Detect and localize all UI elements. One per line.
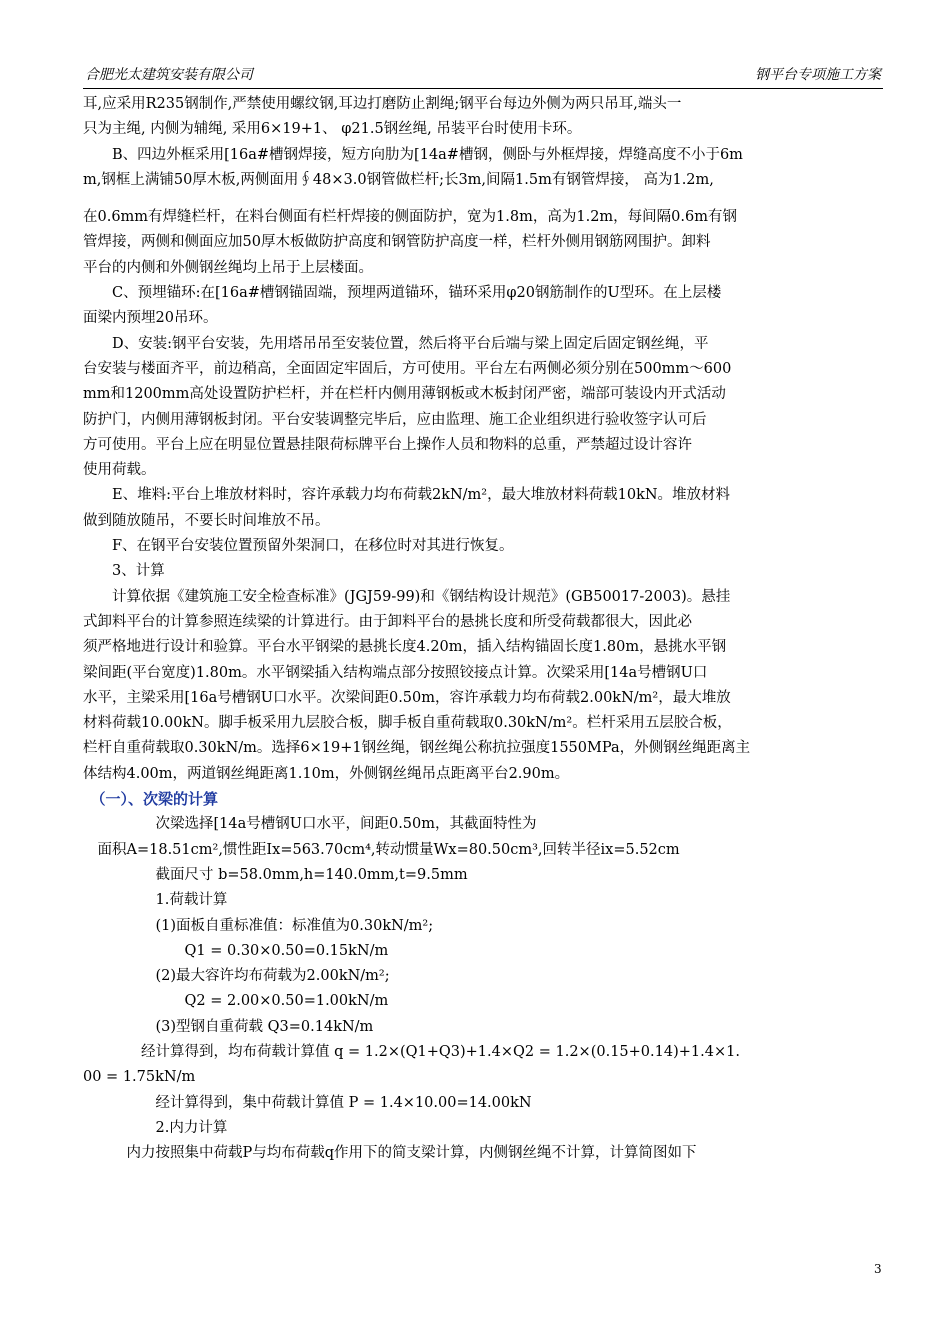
text-line: Q1 = 0.30×0.50=0.15kN/m — [83, 942, 389, 959]
text-line: 使用荷载。 — [83, 462, 156, 479]
text-line: 2.内力计算 — [83, 1119, 228, 1136]
text-line: (1)面板自重标准值：标准值为0.30kN/m²; — [83, 917, 434, 934]
text-line: 计算依据《建筑施工安全检查标准》(JGJ59-99)和《钢结构设计规范》(GB50017-2003)。悬挂 — [83, 588, 731, 605]
text-line: 水平，主梁采用[16a号槽钢U口水平。次梁间距0.50m，容许承载力均布荷载2.00kN/m²，最大堆放 — [83, 689, 731, 706]
text-line: 面梁内预埋20吊环。 — [83, 310, 218, 327]
text-line: Q2 = 2.00×0.50=1.00kN/m — [83, 993, 389, 1010]
page-number: 3 — [874, 1262, 882, 1276]
text-line: 经计算得到，均布荷载计算值 q = 1.2×(Q1+Q3)+1.4×Q2 = 1.2×(0.15+0.14)+1.4×1. — [83, 1043, 740, 1060]
text-line: 台安装与楼面齐平，前边稍高，全面固定牢固后，方可使用。平台左右两侧必须分别在500mm～600 — [83, 360, 732, 377]
header-company: 合肥光太建筑安装有限公司 — [85, 67, 253, 83]
text-line: 00 = 1.75kN/m — [83, 1069, 196, 1086]
text-line: 1.荷载计算 — [83, 892, 228, 909]
text-line: 次梁选择[14a号槽钢U口水平，间距0.50m，其截面特性为 — [83, 816, 537, 833]
document-body — [83, 92, 883, 1166]
text-line: 防护门，内侧用薄钢板封闭。平台安装调整完毕后，应由监理、施工企业组织进行验收签字认可后 — [83, 411, 707, 428]
section-heading: （一）、次梁的计算 — [83, 790, 219, 809]
page-header — [83, 62, 883, 89]
text-line: D、安装:钢平台安装，先用塔吊吊至安装位置，然后将平台后端与梁上固定后固定钢丝绳，平 — [83, 335, 709, 352]
text-line: 面积A=18.51cm²,惯性距Ix=563.70cm⁴,转动惯量Wx=80.50cm³,回转半径ix=5.52cm — [83, 841, 680, 858]
text-line: 做到随放随吊，不要长时间堆放不吊。 — [83, 512, 330, 529]
text-line: 3、计算 — [83, 563, 165, 580]
text-line: 须严格地进行设计和验算。平台水平钢梁的悬挑长度4.20m，插入结构锚固长度1.80m，悬挑水平钢 — [83, 639, 727, 656]
text-line: B、四边外框采用[16a#槽钢焊接，短方向肋为[14a#槽钢，侧卧与外框焊接，焊缝高度不小于6m — [83, 146, 743, 163]
text-line: 在0.6mm有焊缝栏杆，在料台侧面有栏杆焊接的侧面防护，宽为1.8m，高为1.2m，每间隔0.6m有钢 — [83, 209, 737, 226]
text-line: 栏杆自重荷载取0.30kN/m。选择6×19+1钢丝绳，钢丝绳公称抗拉强度1550MPa，外侧钢丝绳距离主 — [83, 740, 751, 757]
text-line: 只为主绳, 内侧为辅绳, 采用6×19+1、 φ21.5钢丝绳, 吊装平台时使用卡环。 — [83, 121, 582, 138]
text-line: mm和1200mm高处设置防护栏杆，并在栏杆内侧用薄钢板或木板封闭严密，端部可装设内开式活动 — [83, 386, 726, 403]
text-line: 管焊接，两侧和侧面应加50厚木板做防护高度和钢管防护高度一样，栏杆外侧用钢筋网围护。卸料 — [83, 234, 711, 251]
text-line: 截面尺寸 b=58.0mm,h=140.0mm,t=9.5mm — [83, 866, 468, 883]
text-line: F、在钢平台安装位置预留外架洞口，在移位时对其进行恢复。 — [83, 538, 514, 555]
text-line: 体结构4.00m，两道钢丝绳距离1.10m，外侧钢丝绳吊点距离平台2.90m。 — [83, 765, 570, 782]
text-line: 方可使用。平台上应在明显位置悬挂限荷标牌平台上操作人员和物料的总重，严禁超过设计容许 — [83, 436, 692, 453]
text-line: 材料荷载10.00kN。脚手板采用九层胶合板，脚手板自重荷载取0.30kN/m²。栏杆采用五层胶合板， — [83, 715, 732, 732]
text-line: 式卸料平台的计算参照连续梁的计算进行。由于卸料平台的悬挑长度和所受荷载都很大，因此必 — [83, 613, 692, 630]
text-line: 梁间距(平台宽度)1.80m。水平钢梁插入结构端点部分按照铰接点计算。次梁采用[14a号槽钢U口 — [83, 664, 708, 681]
header-doc-title: 钢平台专项施工方案 — [755, 67, 881, 83]
text-line: 平台的内侧和外侧钢丝绳均上吊于上层楼面。 — [83, 259, 373, 276]
text-line: (3)型钢自重荷载 Q3=0.14kN/m — [83, 1018, 374, 1035]
text-line: 耳,应采用R235钢制作,严禁使用螺纹钢,耳边打磨防止割绳;钢平台每边外侧为两只吊耳,端头一 — [83, 96, 682, 112]
text-line: C、预埋锚环:在[16a#槽钢锚固端，预埋两道锚环，锚环采用φ20钢筋制作的U型环。在上层楼 — [83, 285, 722, 302]
text-line: E、堆料:平台上堆放材料时，容许承载力均布荷载2kN/m²，最大堆放材料荷载10kN。堆放材料 — [83, 487, 731, 504]
text-line: 经计算得到，集中荷载计算值 P = 1.4×10.00=14.00kN — [83, 1094, 532, 1111]
text-line: 内力按照集中荷载P与均布荷载q作用下的简支梁计算，内侧钢丝绳不计算，计算简图如下 — [83, 1145, 697, 1162]
text-line: m,钢框上满铺50厚木板,两侧面用∮48×3.0钢管做栏杆;长3m,间隔1.5m有钢管焊接， 高为1.2m, — [83, 171, 714, 188]
text-line: (2)最大容许均布荷载为2.00kN/m²; — [83, 968, 390, 985]
